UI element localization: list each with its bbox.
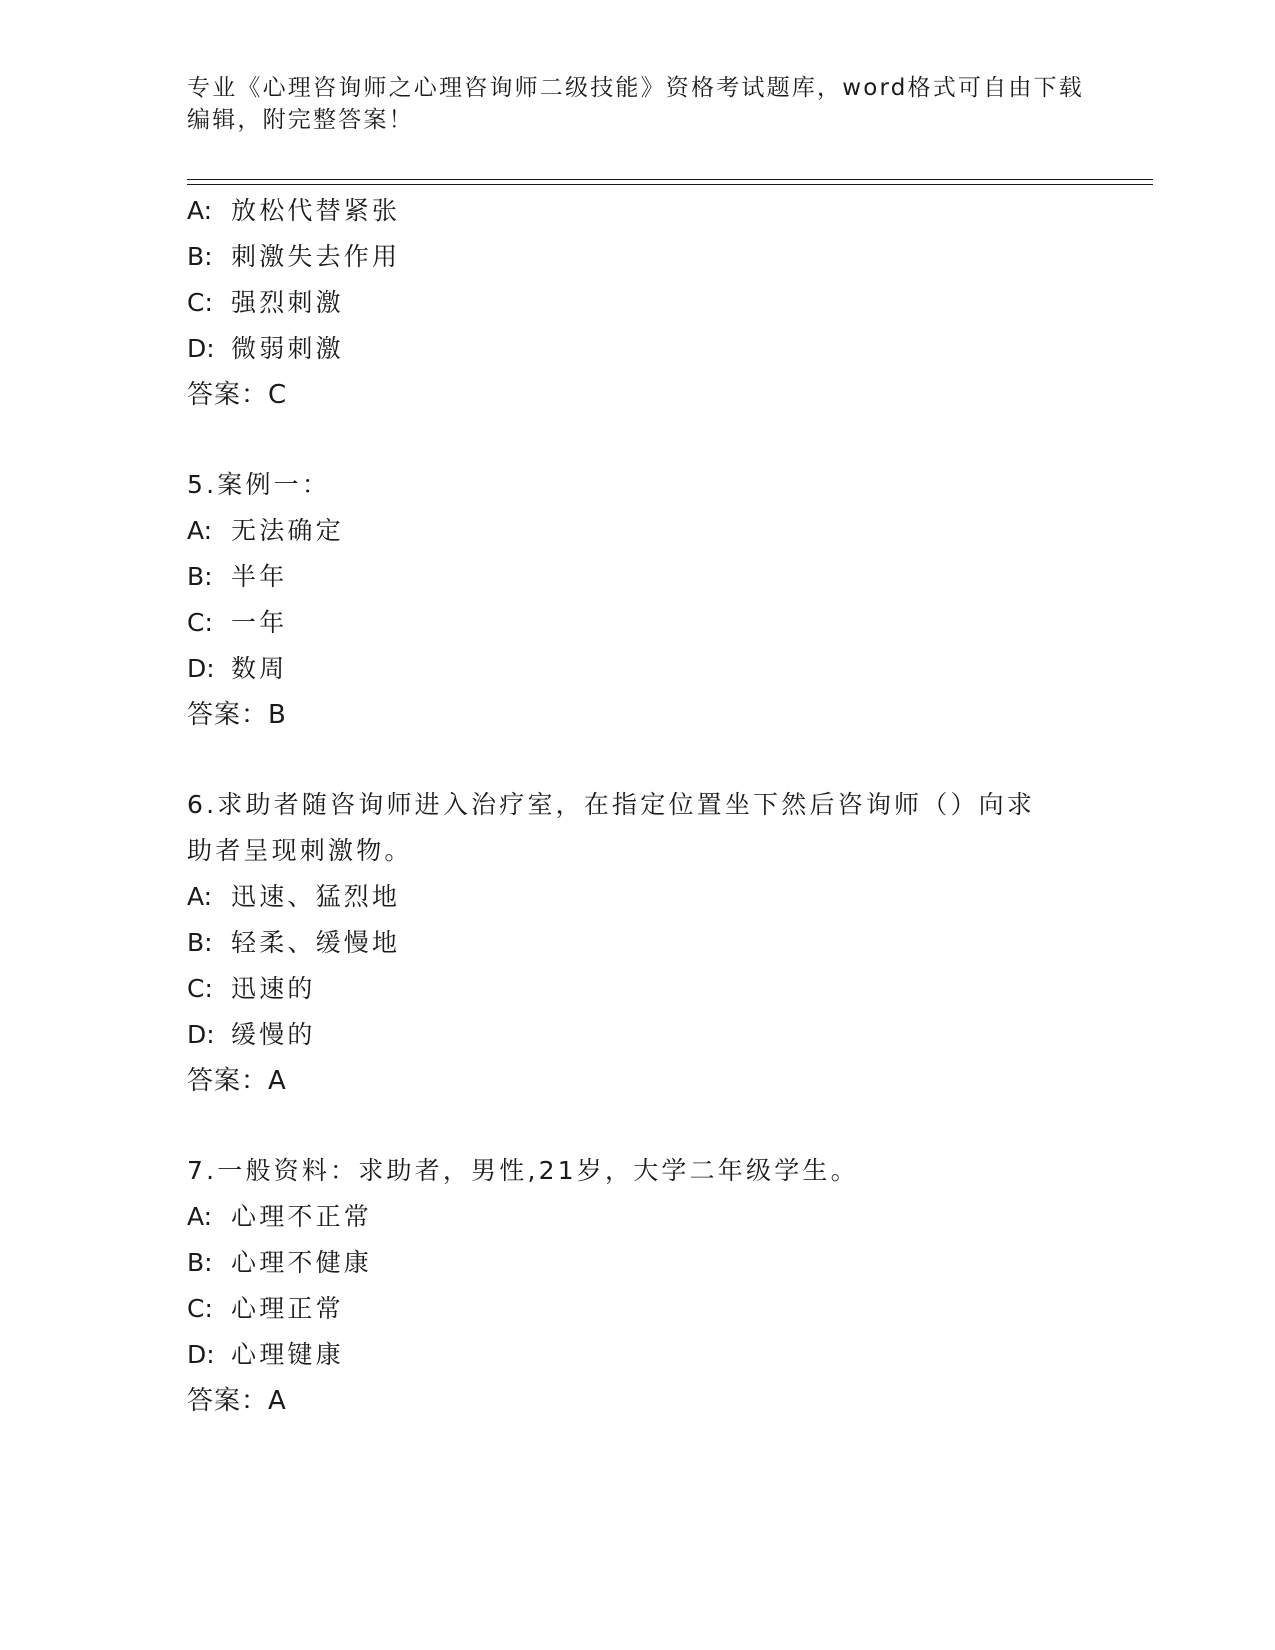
- option-letter: D:: [187, 654, 215, 683]
- stem-line: 5.案例一：: [187, 470, 331, 499]
- option-c: [187, 280, 1087, 326]
- header-divider-top: [187, 179, 1153, 180]
- option-a: [187, 508, 1087, 554]
- option-c: [187, 600, 1087, 646]
- option-text: 缓慢的: [231, 1020, 316, 1049]
- option-c: [187, 1286, 1087, 1332]
- option-d: [187, 1332, 1087, 1378]
- question-6: [187, 782, 1087, 1104]
- option-text: 心理不健康: [231, 1248, 373, 1277]
- option-text: 心理正常: [231, 1294, 344, 1323]
- stem-line: 6.求助者随咨询师进入治疗室，在指定位置坐下然后咨询师（）向求: [187, 790, 1036, 819]
- option-text: 强烈刺激: [231, 288, 344, 317]
- option-text: 半年: [231, 562, 288, 591]
- option-c: [187, 966, 1087, 1012]
- document-header: [187, 72, 1087, 136]
- answer-line: 答案：C: [187, 380, 288, 410]
- option-text: 无法确定: [231, 516, 344, 545]
- option-letter: D:: [187, 1340, 215, 1369]
- option-b: [187, 234, 1087, 280]
- question-stem-line-1: [187, 782, 1087, 828]
- option-letter: B:: [187, 1248, 213, 1277]
- answer-line: 答案：A: [187, 1386, 287, 1416]
- header-line-1: 专业《心理咨询师之心理咨询师二级技能》资格考试题库，word格式可自由下载: [187, 75, 1084, 101]
- question-stem-line-2: [187, 828, 1087, 874]
- option-letter: C:: [187, 288, 213, 317]
- option-text: 轻柔、缓慢地: [231, 928, 401, 957]
- answer-line: 答案：A: [187, 1066, 287, 1096]
- option-text: 数周: [231, 654, 288, 683]
- option-letter: C:: [187, 608, 213, 637]
- question-4-continued: [187, 188, 1087, 418]
- option-d: [187, 646, 1087, 692]
- spacer: [187, 418, 1087, 462]
- answer-line: 答案：B: [187, 700, 287, 730]
- option-letter: B:: [187, 562, 213, 591]
- option-letter: B:: [187, 928, 213, 957]
- option-d: [187, 326, 1087, 372]
- option-b: [187, 554, 1087, 600]
- stem-line: 助者呈现刺激物。: [187, 836, 413, 865]
- option-text: 心理键康: [231, 1340, 344, 1369]
- question-7: [187, 1148, 1087, 1424]
- option-text: 刺激失去作用: [231, 242, 401, 271]
- option-a: [187, 874, 1087, 920]
- option-letter: C:: [187, 974, 213, 1003]
- option-letter: C:: [187, 1294, 213, 1323]
- option-letter: A:: [187, 196, 213, 225]
- option-text: 心理不正常: [231, 1202, 373, 1231]
- option-b: [187, 1240, 1087, 1286]
- option-letter: A:: [187, 1202, 213, 1231]
- option-text: 微弱刺激: [231, 334, 344, 363]
- option-text: 一年: [231, 608, 288, 637]
- option-letter: D:: [187, 1020, 215, 1049]
- option-letter: D:: [187, 334, 215, 363]
- option-text: 迅速、猛烈地: [231, 882, 401, 911]
- spacer: [187, 738, 1087, 782]
- option-letter: A:: [187, 516, 213, 545]
- question-5: [187, 462, 1087, 738]
- option-b: [187, 920, 1087, 966]
- spacer: [187, 1104, 1087, 1148]
- option-text: 迅速的: [231, 974, 316, 1003]
- option-d: [187, 1012, 1087, 1058]
- header-divider-bottom: [187, 184, 1153, 185]
- option-letter: A:: [187, 882, 213, 911]
- question-list: [187, 188, 1087, 1424]
- option-text: 放松代替紧张: [231, 196, 401, 225]
- stem-line: 7.一般资料：求助者，男性,21岁，大学二年级学生。: [187, 1156, 859, 1185]
- question-stem: [187, 1148, 1087, 1194]
- option-letter: B:: [187, 242, 213, 271]
- question-stem: [187, 462, 1087, 508]
- header-line-2: 编辑，附完整答案！: [187, 107, 414, 133]
- option-a: [187, 1194, 1087, 1240]
- option-a: [187, 188, 1087, 234]
